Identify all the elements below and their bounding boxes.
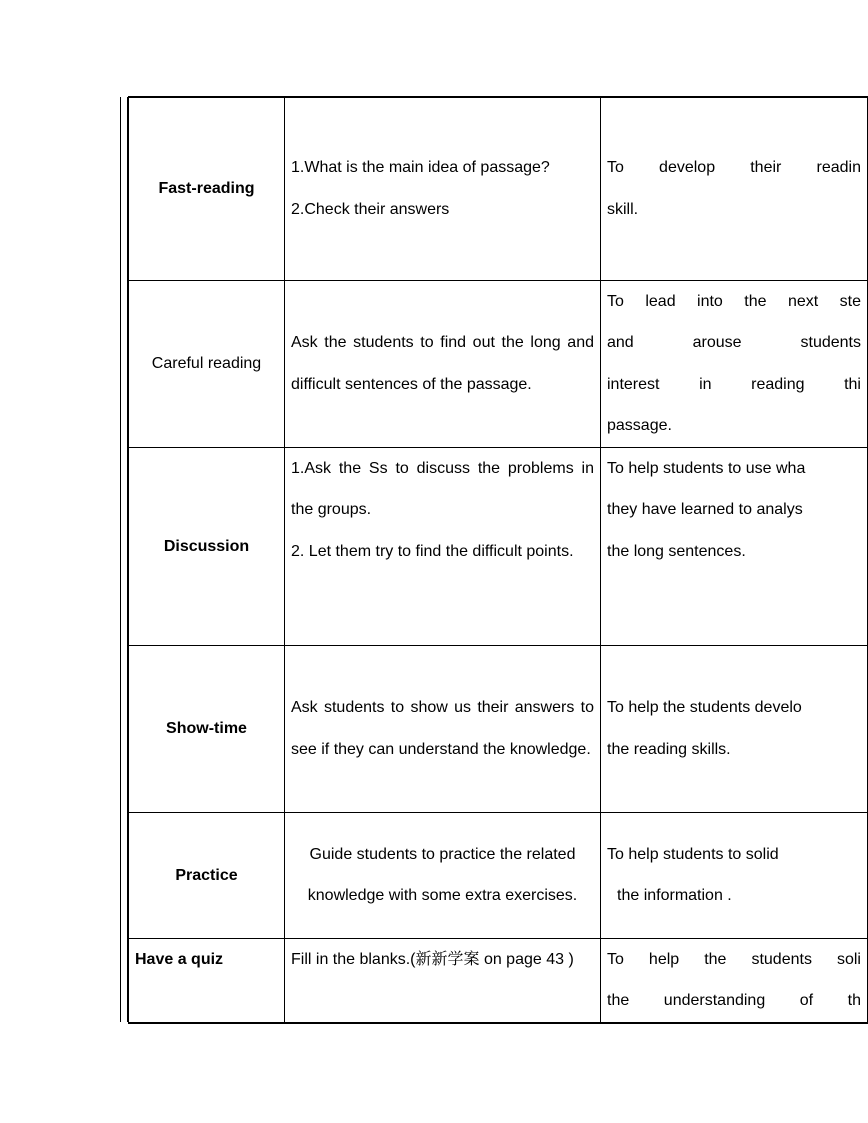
purpose-line: the information .	[617, 887, 732, 905]
activity-cell	[285, 447, 601, 645]
purpose-word: To	[607, 950, 624, 968]
purpose-word: students	[751, 950, 812, 968]
lesson-plan-table	[128, 96, 868, 1024]
purpose-cell	[601, 938, 868, 1023]
step-cell: Show-time	[129, 645, 285, 812]
activity-line: 1.What is the main idea of passage?	[291, 159, 550, 177]
purpose-word: and	[607, 334, 634, 352]
purpose-word: the	[607, 992, 630, 1010]
step-cell: Careful reading	[129, 280, 285, 447]
table-row	[129, 97, 868, 280]
purpose-word: understanding	[663, 992, 766, 1010]
purpose-line	[607, 364, 861, 406]
table-row	[129, 645, 868, 812]
purpose-word: arouse	[692, 334, 742, 352]
purpose-cell	[601, 280, 868, 447]
activity-cell: Ask the students to find out the long and difficult sentences of the passage.	[285, 280, 601, 447]
purpose-line	[607, 147, 861, 189]
purpose-word: students	[800, 334, 861, 352]
table-row	[129, 938, 868, 1023]
activity-paragraph: 2. Let them try to find the difficult points.	[291, 543, 574, 561]
purpose-cell	[601, 812, 868, 938]
activity-cell: Ask students to show us their answers to see if they can understand the knowledge.	[285, 645, 601, 812]
step-cell: Discussion	[129, 447, 285, 645]
purpose-line: To help the students develo	[607, 699, 802, 717]
step-cell: Practice	[129, 812, 285, 938]
purpose-line: skill.	[607, 200, 639, 218]
purpose-word: th	[847, 992, 861, 1010]
purpose-line: the reading skills.	[607, 740, 731, 758]
activity-line: 2.Check their answers	[291, 200, 450, 218]
purpose-word: readin	[816, 159, 861, 177]
purpose-word: thi	[844, 375, 861, 393]
activity-paragraph: 1.Ask the Ss to discuss the problems in the groups.	[291, 459, 594, 519]
purpose-line	[607, 281, 861, 323]
purpose-word: the	[744, 292, 767, 310]
purpose-word: in	[699, 375, 712, 393]
purpose-line	[607, 322, 861, 364]
purpose-word: into	[697, 292, 723, 310]
purpose-word: help	[648, 950, 680, 968]
purpose-word: To	[607, 159, 624, 177]
purpose-cell	[601, 645, 868, 812]
table-row	[129, 447, 868, 645]
purpose-word: of	[799, 992, 814, 1010]
purpose-line: passage.	[607, 417, 672, 435]
purpose-word: interest	[607, 375, 660, 393]
purpose-word: soli	[836, 950, 861, 968]
purpose-line: To help students to solid	[607, 845, 779, 863]
purpose-line: To help students to use wha	[607, 459, 806, 477]
purpose-word: reading	[751, 375, 805, 393]
purpose-line	[607, 980, 861, 1022]
table-row	[129, 280, 868, 447]
step-cell: Have a quiz	[129, 938, 285, 1023]
purpose-cell	[601, 447, 868, 645]
purpose-word: the	[704, 950, 727, 968]
lesson-plan-table-wrapper	[128, 96, 861, 1024]
purpose-word: next	[787, 292, 819, 310]
activity-cell: Fill in the blanks.(新新学案 on page 43 )	[285, 938, 601, 1023]
table-row	[129, 812, 868, 938]
purpose-line: the long sentences.	[607, 543, 746, 561]
purpose-word: ste	[839, 292, 861, 310]
purpose-word: their	[750, 159, 782, 177]
purpose-line	[607, 939, 861, 981]
left-margin-rule	[120, 97, 128, 1022]
purpose-word: develop	[659, 159, 716, 177]
purpose-word: To	[607, 292, 624, 310]
activity-cell	[285, 97, 601, 280]
purpose-word: lead	[645, 292, 676, 310]
purpose-cell	[601, 97, 868, 280]
activity-cell: Guide students to practice the related knowledge with some extra exercises.	[285, 812, 601, 938]
purpose-line: they have learned to analys	[607, 501, 803, 519]
step-cell: Fast-reading	[129, 97, 285, 280]
